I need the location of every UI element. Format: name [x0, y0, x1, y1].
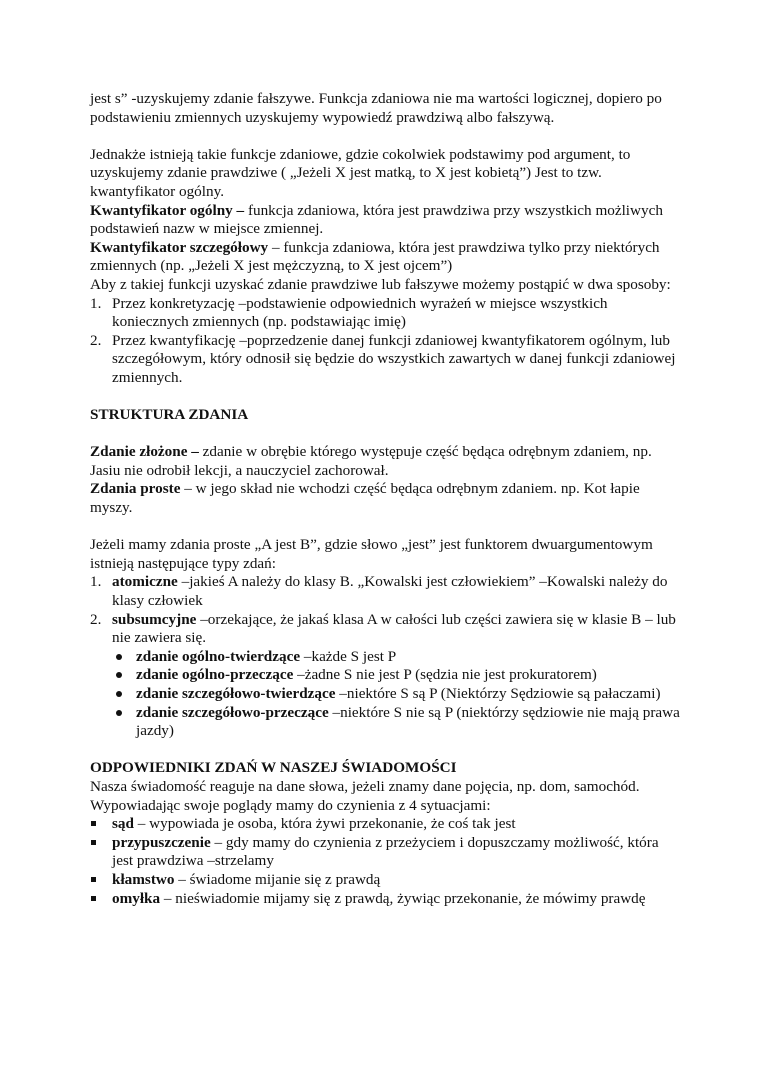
- square-bullet-icon: [91, 840, 96, 845]
- ways-list: [90, 295, 680, 388]
- paragraph-intro: jest s” -uzyskujemy zdanie fałszywe. Funkcja zdaniowa nie ma wartości logicznej, dopiero po podstawieniu zmiennych uzyskujemy wypowiedź prawdziwą albo fałszywą.: [90, 90, 662, 126]
- list-item: przypuszczenie – gdy mamy do czynienia z przeżyciem i dopuszczamy możliwość, która jest prawdziwa –strzelamy: [90, 834, 680, 871]
- list-item: 1. atomiczne –jakieś A należy do klasy B. „Kowalski jest człowiekiem” –Kowalski należy do klasy człowiek: [90, 573, 668, 610]
- term-specific-quantifier: Kwantyfikator szczegółowy: [90, 238, 269, 256]
- definition-specific-quantifier: Kwantyfikator szczegółowy – funkcja zdaniowa, która jest prawdziwa tylko przy niektórych zmiennych (np. „Jeżeli X jest mężczyzną, to X jest ojcem”): [90, 238, 660, 275]
- heading-consciousness-equivalents: ODPOWIEDNIKI ZDAŃ W NASZEJ ŚWIADOMOŚCI: [90, 759, 457, 777]
- sentence-types-list: [90, 573, 680, 647]
- list-item: omyłka – nieświadomie mijamy się z prawdą, żywiąc przekonanie, że mówimy prawdę: [90, 890, 680, 909]
- list-item: zdanie szczegółowo-twierdzące –niektóre S są P (Niektórzy Sędziowie są pałaczami): [90, 685, 680, 704]
- definition-general-quantifier: Kwantyfikator ogólny – funkcja zdaniowa, która jest prawdziwa przy wszystkich możliwych podstawień nazw w miejsce zmiennej.: [90, 201, 663, 238]
- bullet-icon: [116, 672, 122, 678]
- list-item: 2. subsumcyjne –orzekające, że jakaś klasa A w całości lub części zawiera się w klasie B – lub nie zawiera się.: [90, 610, 676, 647]
- list-item: zdanie ogólno-twierdzące –każde S jest P: [90, 648, 680, 667]
- paragraph-quantifier-intro: Jednakże istnieją takie funkcje zdaniowe, gdzie cokolwiek podstawimy pod argument, to uzyskujemy zdanie prawdziwe ( „Jeżeli X jest matką, to X jest kobietą”) Jest to tzw. kwantyfikator ogólny.: [90, 145, 631, 200]
- paragraph-consciousness: Nasza świadomość reaguje na dane słowa, jeżeli znamy dane pojęcia, np. dom, samochód.: [90, 777, 640, 795]
- term-general-quantifier: Kwantyfikator ogólny –: [90, 201, 245, 219]
- paragraph-simple-sentence-types: Jeżeli mamy zdania proste „A jest B”, gdzie słowo „jest” jest funktorem dwuargumentowym istnieją następujące typy zdań:: [90, 536, 653, 572]
- list-item: zdanie szczegółowo-przeczące –niektóre S nie są P (niektórzy sędziowie nie mają prawa jazdy): [90, 704, 680, 741]
- bullet-icon: [116, 710, 122, 716]
- bullet-icon: [116, 654, 122, 660]
- list-item: kłamstwo – świadome mijanie się z prawdą: [90, 871, 680, 890]
- document-body: [90, 90, 680, 908]
- square-bullet-icon: [91, 896, 96, 901]
- subsumption-types-list: [90, 648, 680, 741]
- paragraph-two-ways: Aby z takiej funkcji uzyskać zdanie prawdziwe lub fałszywe możemy postąpić w dwa sposoby:: [90, 275, 671, 293]
- bullet-icon: [116, 691, 122, 697]
- list-item: 1. Przez konkretyzację –podstawienie odpowiednich wyrażeń w miejsce wszystkich koniecznych zmiennych (np. podstawiając imię): [90, 294, 608, 331]
- situations-list: [90, 815, 680, 908]
- list-item: sąd – wypowiada je osoba, która żywi przekonanie, że coś tak jest: [90, 815, 680, 834]
- square-bullet-icon: [91, 821, 96, 826]
- list-item: zdanie ogólno-przeczące –żadne S nie jest P (sędzia nie jest prokuratorem): [90, 666, 680, 685]
- paragraph-four-situations: Wypowiadając swoje poglądy mamy do czynienia z 4 sytuacjami:: [90, 796, 491, 814]
- list-item: 2. Przez kwantyfikację –poprzedzenie danej funkcji zdaniowej kwantyfikatorem ogólnym, lub szczegółowym, który odnosił się będzie do wszystkich zawartych w danej funkcji zdaniowej zmiennych.: [90, 331, 676, 386]
- heading-sentence-structure: STRUKTURA ZDANIA: [90, 406, 249, 424]
- definition-compound-sentence: Zdanie złożone – zdanie w obrębie którego występuje część będąca odrębnym zdaniem, np. Jasiu nie odrobił lekcji, a nauczyciel zachorował.: [90, 443, 652, 479]
- definition-simple-sentence: Zdania proste – w jego skład nie wchodzi część będąca odrębnym zdaniem. np. Kot łapie myszy.: [90, 480, 640, 517]
- square-bullet-icon: [91, 877, 96, 882]
